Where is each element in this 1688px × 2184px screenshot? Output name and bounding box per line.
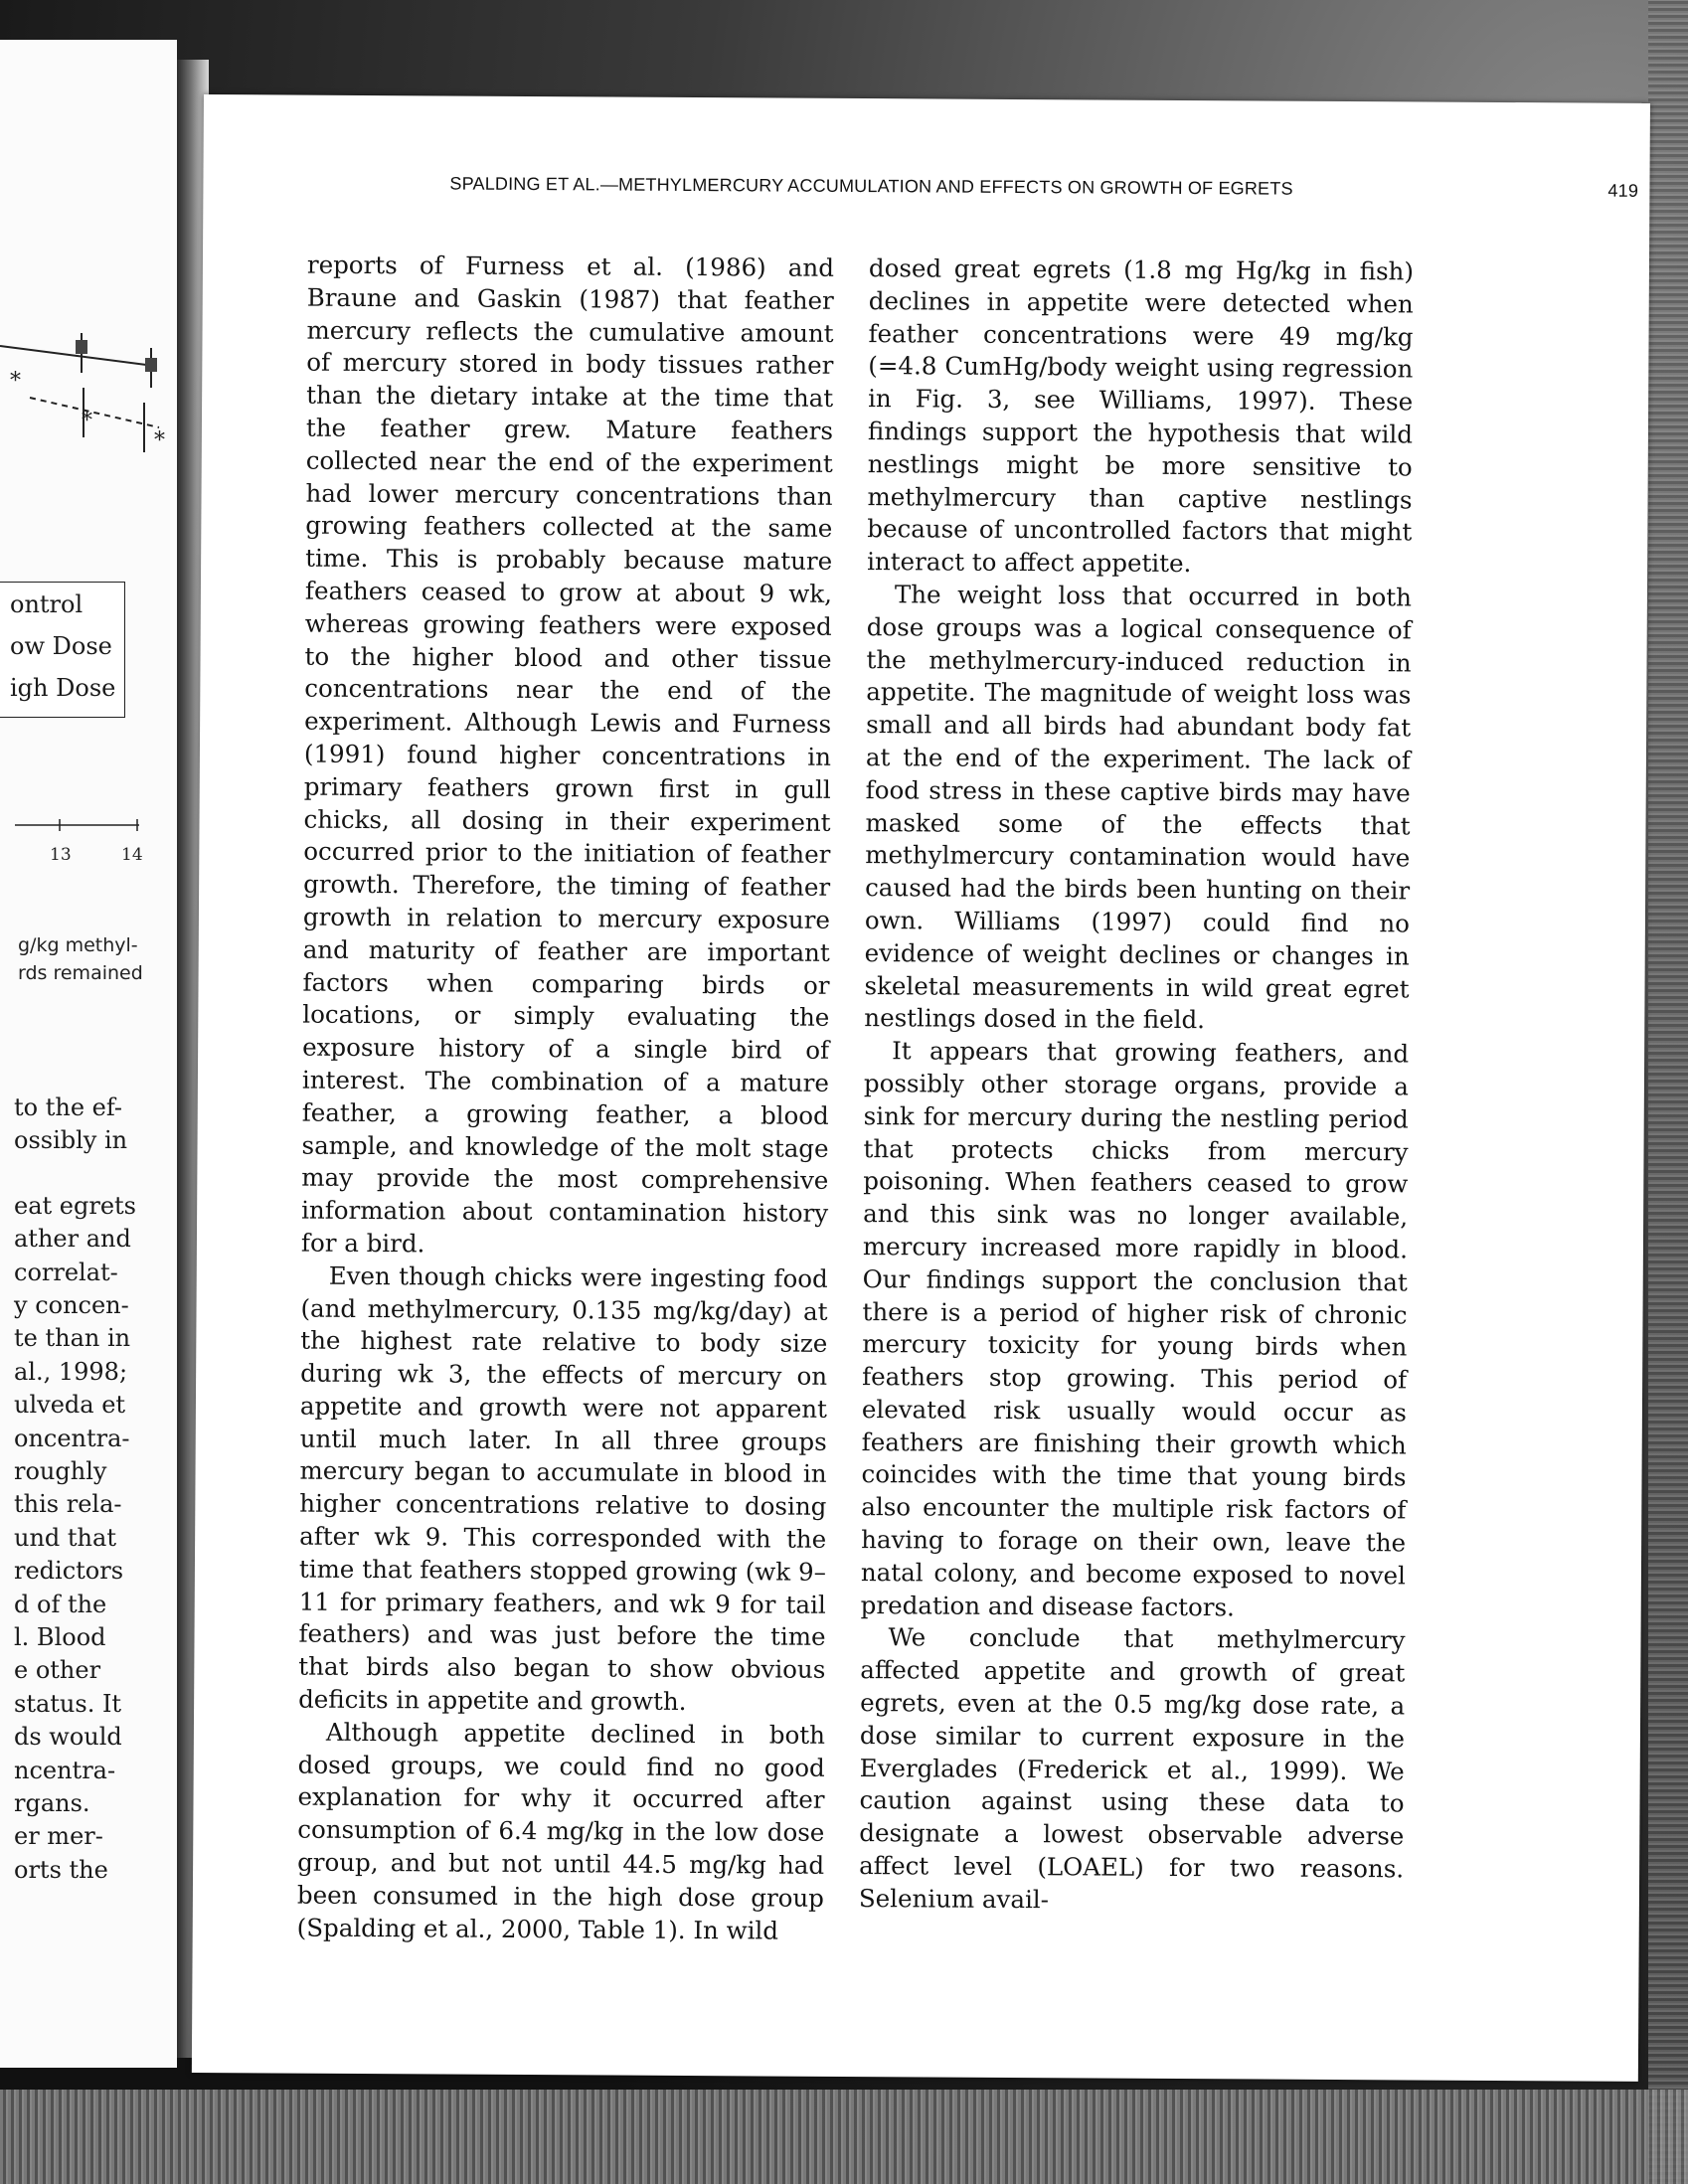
legend-item: ontrol — [10, 590, 84, 618]
previous-page-text-line: oncentra- — [14, 1424, 130, 1452]
previous-page-text-line: eat egrets — [14, 1191, 136, 1220]
figure-caption-line: g/kg methyl- — [18, 934, 138, 956]
running-head — [449, 173, 1639, 202]
previous-page-text-line: ossibly in — [14, 1126, 128, 1155]
previous-page-text-line: ulveda et — [14, 1391, 126, 1420]
paragraph: Although appetite declined in both dosed groups, we could find no good explanation for why it occurred after consumption of 6.4 mg/kg in the low dose group, and but not until 44.5 mg/kg had been consumed in the high dose group (Spalding et al., 2000, Table 1). In wild — [296, 1717, 826, 1945]
previous-page-fragment — [0, 40, 177, 2068]
previous-page-text-line: er mer- — [14, 1822, 103, 1851]
previous-page-text-line: und that — [14, 1523, 116, 1552]
previous-page-text-line: ds would — [14, 1723, 122, 1752]
legend-item: igh Dose — [10, 674, 116, 702]
page-number: 419 — [1607, 180, 1639, 201]
previous-page-text-line: te than in — [14, 1324, 131, 1353]
paragraph: reports of Furness et al. (1986) and Braune and Gaskin (1987) that feather mercury reflects the cumulative amount of mercury stored in body tissues rather than the dietary intake at the time that the feather grew. Mature feathers collected near the end of the experiment had lower mercury concentrations than growing feathers collected at the same time. This is probably because mature feathers ceased to grow at about 9 wk, whereas growing feathers were exposed to the higher blood and other tissue concentrations near the end of the experiment. Although Lewis and Furness (1991) found higher concentrations in primary feathers grown first in gull chicks, all dosing in their experiment occurred prior to the initiation of feather growth. Therefore, the timing of feather growth in relation to mercury exposure and maturity of feather are important factors when comparing birds or locations, or simply evaluating the exposure history of a single bird of interest. The combination of a mature feather, a growing feather, a blood sample, and knowledge of the molt stage may provide the most comprehensive information about contamination history for a bird. — [300, 250, 835, 1259]
previous-page-text-line: ather and — [14, 1225, 131, 1254]
previous-page-text-line: e other — [14, 1656, 101, 1685]
paragraph: It appears that growing feathers, and possibly other storage organs, provide a sink for mercury during the nestling period that protects chicks from mercury poisoning. When feathers ceased to grow and this sink was no longer available, mercury increased more rapidly in blood. Our findings support the conclusion that there is a period of higher risk of chronic mercury toxicity for young birds when feathers stop growing. This period of elevated risk usually would occur as feathers are finishing their growth which coincides with the time that young birds also encounter the multiple risk factors of having to forage on their own, leave the natal colony, and become exposed to novel predation and disease factors. — [860, 1036, 1410, 1622]
previous-page-text-line: y concen- — [14, 1291, 129, 1319]
data-marker — [76, 340, 87, 354]
figure-caption-line: rds remained — [18, 962, 143, 984]
previous-page-text-line: status. It — [14, 1689, 122, 1718]
legend-item: ow Dose — [10, 632, 112, 660]
previous-page-text-line: l. Blood — [14, 1623, 106, 1651]
previous-page-text-line: this rela- — [14, 1490, 122, 1519]
previous-page-text-line: correlat- — [14, 1258, 118, 1286]
previous-page-text-line: redictors — [14, 1557, 124, 1586]
x-tick-label: 14 — [121, 845, 143, 865]
x-tick-label: 13 — [50, 845, 72, 865]
text-column-right — [859, 252, 1414, 1919]
significance-marker: * — [154, 428, 165, 453]
scan-edge-right — [1648, 0, 1688, 2184]
data-marker — [145, 358, 157, 372]
paragraph: dosed great egrets (1.8 mg Hg/kg in fish) declines in appetite were detected when feather concentrations were 49 mg/kg (=4.8 CumHg/body weight using regression in Fig. 3, see Williams, 1997). These findings support the hypothesis that wild nestlings might be more sensitive to methylmercury than captive nestlings because of uncontrolled factors that might interact to affect appetite. — [867, 253, 1415, 579]
paragraph: The weight loss that occurred in both dose groups was a logical consequence of the methylmercury-induced reduction in appetite. The magnitude of weight loss was small and all birds had abundant body fat at the end of the experiment. The lack of food stress in these captive birds may have masked some of the effects that methylmercury contamination would have caused had the birds been hunting on their own. Williams (1997) could find no evidence of weight declines or changes in skeletal measurements in wild great egret nestlings dosed in the field. — [864, 580, 1413, 1035]
running-head-title: SPALDING ET AL.—METHYLMERCURY ACCUMULATION AND EFFECTS ON GROWTH OF EGRETS — [449, 173, 1293, 199]
previous-page-text-line: roughly — [14, 1457, 107, 1485]
previous-page-text-line: rgans. — [14, 1789, 90, 1817]
significance-marker: * — [82, 409, 92, 433]
previous-page-text-line: to the ef- — [14, 1093, 122, 1121]
previous-page-text-line: d of the — [14, 1590, 107, 1618]
text-column-left — [297, 250, 834, 1948]
journal-page — [192, 94, 1650, 2082]
previous-page-text-line: orts the — [14, 1855, 108, 1884]
x-axis-fragment — [0, 815, 177, 845]
paragraph: Even though chicks were ingesting food (and methylmercury, 0.135 mg/kg/day) at the highest rate relative to body size during wk 3, the effects of mercury on appetite and growth were not apparent until much later. In all three groups mercury began to accumulate in blood in higher concentrations relative to dosing after wk 9. This corresponded with the time that feathers stopped growing (wk 9–11 for primary feathers, and wk 9 for tail feathers) and was just before the time that birds also began to show obvious deficits in appetite and growth. — [298, 1260, 828, 1717]
paragraph: We conclude that methylmercury affected appetite and growth of great egrets, even at the 0.5 mg/kg dose rate, a dose similar to current exposure in the Everglades (Frederick et al., 1999). We caution against using these data to designate a lowest observable adverse affect level (LOAEL) for two reasons. Selenium avail- — [858, 1622, 1406, 1915]
significance-marker: * — [10, 369, 21, 394]
scan-edge-bottom — [0, 2090, 1688, 2184]
previous-page-text-line: ncentra- — [14, 1756, 116, 1784]
figure-legend — [0, 582, 125, 718]
previous-page-text-line: al., 1998; — [14, 1357, 128, 1386]
